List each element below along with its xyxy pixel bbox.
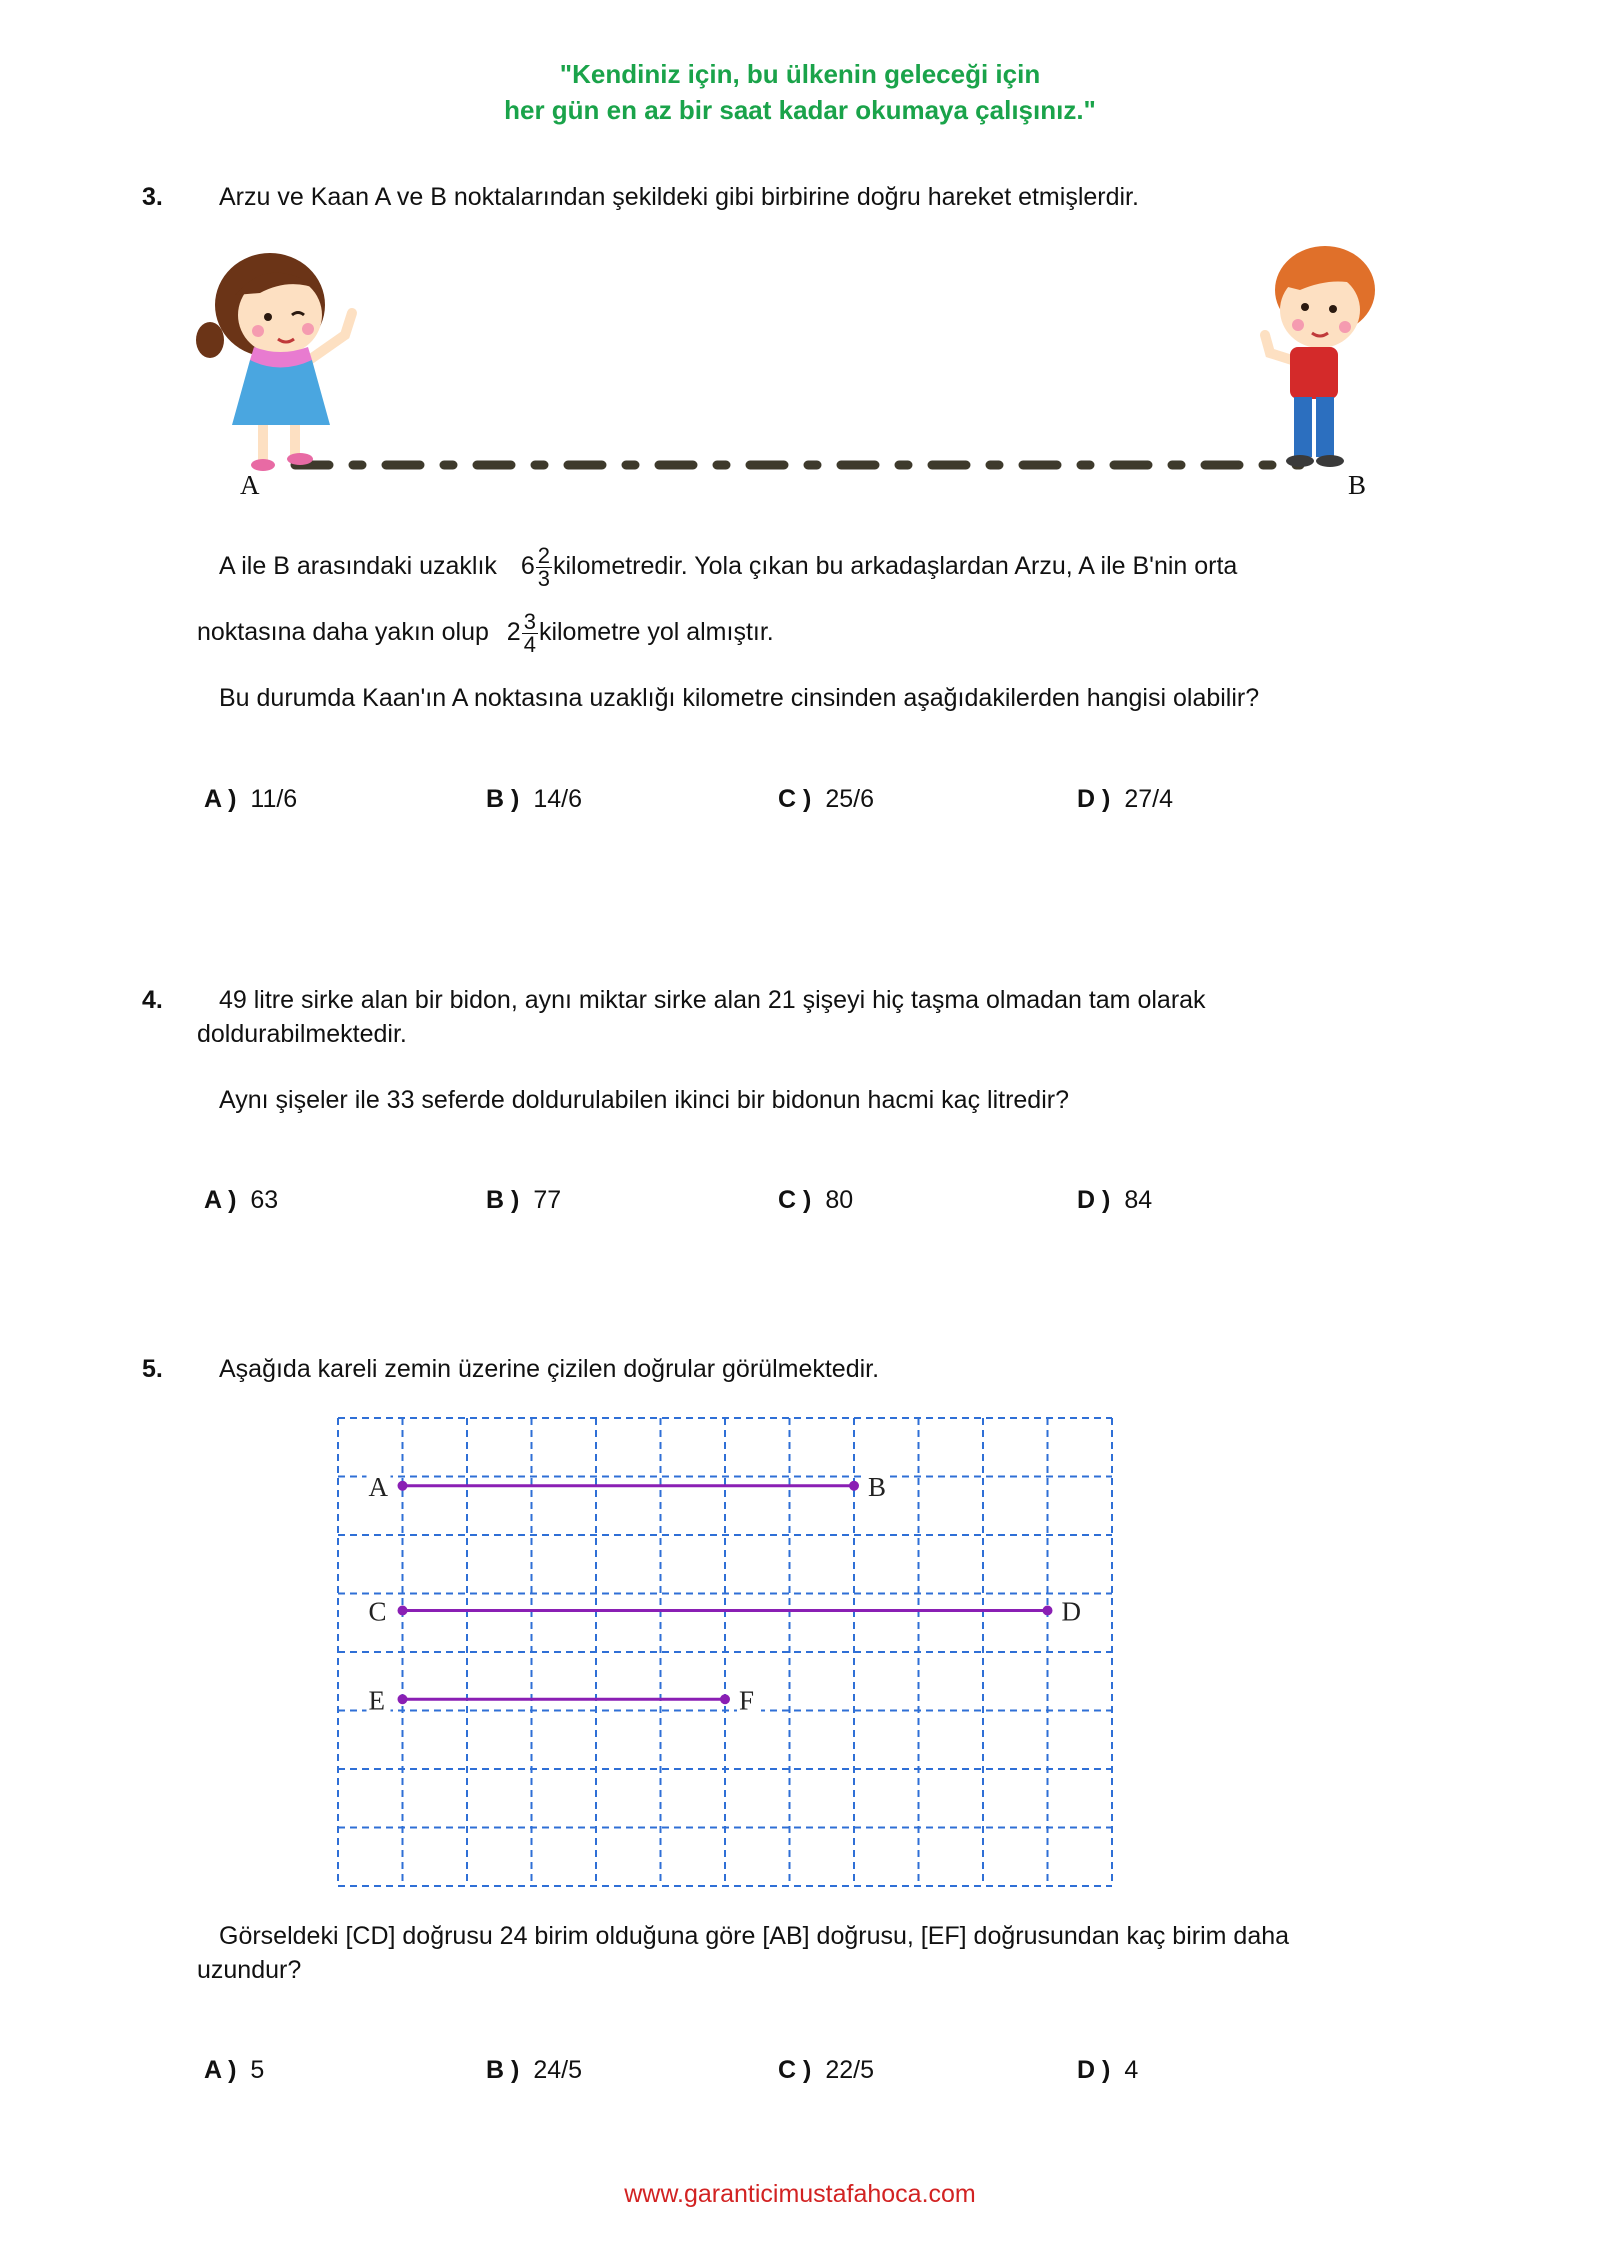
question-4-option-a[interactable] — [204, 1186, 278, 1215]
option-label: C ) — [778, 785, 812, 813]
question-5-option-c[interactable] — [778, 2056, 874, 2085]
line-1-prefix: A ile B arasındaki uzaklık — [219, 552, 497, 581]
option-value: 4 — [1124, 2056, 1139, 2084]
question-3-option-c[interactable] — [778, 785, 874, 814]
question-4-option-d[interactable] — [1077, 1186, 1152, 1215]
fraction-1-whole: 6 — [520, 552, 535, 581]
point-c-dot — [398, 1606, 408, 1616]
option-value: 27/4 — [1124, 785, 1173, 813]
fraction-2-denominator: 4 — [523, 632, 536, 657]
option-label: D ) — [1077, 2056, 1111, 2084]
option-value: 22/5 — [825, 2056, 874, 2084]
question-3-illustration — [180, 235, 1420, 510]
point-a-label: A — [240, 470, 260, 500]
question-5-option-d[interactable] — [1077, 2056, 1138, 2085]
option-value: 63 — [250, 1186, 279, 1214]
girl-figure — [196, 253, 352, 471]
point-e-dot — [398, 1694, 408, 1704]
quote-line-2: her gün en az bir saat kadar okumaya çalışınız." — [504, 95, 1096, 125]
line-1-suffix: kilometredir. Yola çıkan bu arkadaşlardan Arzu, A ile B'nin orta — [552, 552, 1238, 581]
option-label: A ) — [204, 2056, 237, 2084]
fraction-1 — [536, 545, 552, 590]
line-2-suffix: kilometre yol almıştır. — [538, 618, 774, 647]
fraction-2-numerator: 3 — [523, 609, 536, 634]
fraction-2 — [522, 611, 538, 656]
question-3-line-1 — [219, 545, 1237, 590]
option-value: 77 — [533, 1186, 562, 1214]
option-value: 14/6 — [533, 785, 582, 813]
point-b-label: B — [1348, 470, 1367, 500]
option-value: 80 — [825, 1186, 854, 1214]
boy-figure — [1265, 246, 1375, 467]
question-3-number: 3. — [142, 183, 163, 211]
option-value: 84 — [1124, 1186, 1153, 1214]
option-value: 5 — [250, 2056, 265, 2084]
question-5-option-b[interactable] — [486, 2056, 582, 2085]
option-label: A ) — [204, 1186, 237, 1214]
motto-quote — [0, 56, 1600, 128]
option-value: 11/6 — [250, 785, 298, 813]
point-d-label: D — [1061, 1596, 1081, 1627]
question-5-option-a[interactable] — [204, 2056, 264, 2085]
line-2-prefix: noktasına daha yakın olup — [197, 618, 489, 647]
option-value: 25/6 — [825, 785, 874, 813]
question-5-intro: Aşağıda kareli zemin üzerine çizilen doğrular görülmektedir. — [219, 1355, 880, 1383]
question-3-question: Bu durumda Kaan'ın A noktasına uzaklığı kilometre cinsinden aşağıdakilerden hangisi olabilir? — [219, 684, 1260, 712]
question-3-option-b[interactable] — [486, 785, 582, 814]
question-3-option-d[interactable] — [1077, 785, 1173, 814]
fraction-2-whole: 2 — [506, 618, 521, 647]
option-label: D ) — [1077, 785, 1111, 813]
question-4-line-1: 49 litre sirke alan bir bidon, aynı miktar sirke alan 21 şişeyi hiç taşma olmadan tam olarak — [219, 986, 1206, 1014]
question-3-line-2 — [197, 611, 774, 656]
question-4-question: Aynı şişeler ile 33 seferde doldurulabilen ikinci bir bidonun hacmi kaç litredir? — [219, 1086, 1069, 1114]
fraction-1-denominator: 3 — [537, 566, 550, 591]
question-4-option-b[interactable] — [486, 1186, 561, 1215]
question-5-line-2: uzundur? — [197, 1956, 302, 1984]
point-f-label: F — [739, 1685, 755, 1716]
point-d-dot — [1043, 1606, 1053, 1616]
grid-lines — [338, 1418, 1112, 1886]
question-4-option-c[interactable] — [778, 1186, 853, 1215]
point-e-label: E — [368, 1685, 385, 1716]
option-label: C ) — [778, 1186, 812, 1214]
question-5-number: 5. — [142, 1355, 163, 1383]
point-c-label: C — [368, 1596, 387, 1627]
segment-grid — [330, 1410, 1120, 1900]
quote-line-1: "Kendiniz için, bu ülkenin geleceği için — [559, 59, 1041, 89]
option-label: D ) — [1077, 1186, 1111, 1214]
question-3-intro: Arzu ve Kaan A ve B noktalarından şekildeki gibi birbirine doğru hareket etmişlerdir. — [219, 183, 1139, 211]
point-b-dot — [849, 1481, 859, 1491]
option-label: A ) — [204, 785, 237, 813]
option-value: 24/5 — [533, 2056, 582, 2084]
fraction-1-numerator: 2 — [537, 543, 550, 568]
question-3-option-a[interactable] — [204, 785, 297, 814]
point-b-label: B — [868, 1471, 887, 1502]
option-label: C ) — [778, 2056, 812, 2084]
option-label: B ) — [486, 2056, 520, 2084]
point-f-dot — [720, 1694, 730, 1704]
option-label: B ) — [486, 1186, 520, 1214]
question-4-line-2: doldurabilmektedir. — [197, 1020, 407, 1048]
option-label: B ) — [486, 785, 520, 813]
footer-website-link[interactable]: www.garanticimustafahoca.com — [624, 2180, 976, 2208]
point-a-label: A — [368, 1471, 388, 1502]
point-a-dot — [398, 1481, 408, 1491]
question-5-line-1: Görseldeki [CD] doğrusu 24 birim olduğuna göre [AB] doğrusu, [EF] doğrusundan kaç birim daha — [219, 1922, 1290, 1950]
question-4-number: 4. — [142, 986, 163, 1014]
